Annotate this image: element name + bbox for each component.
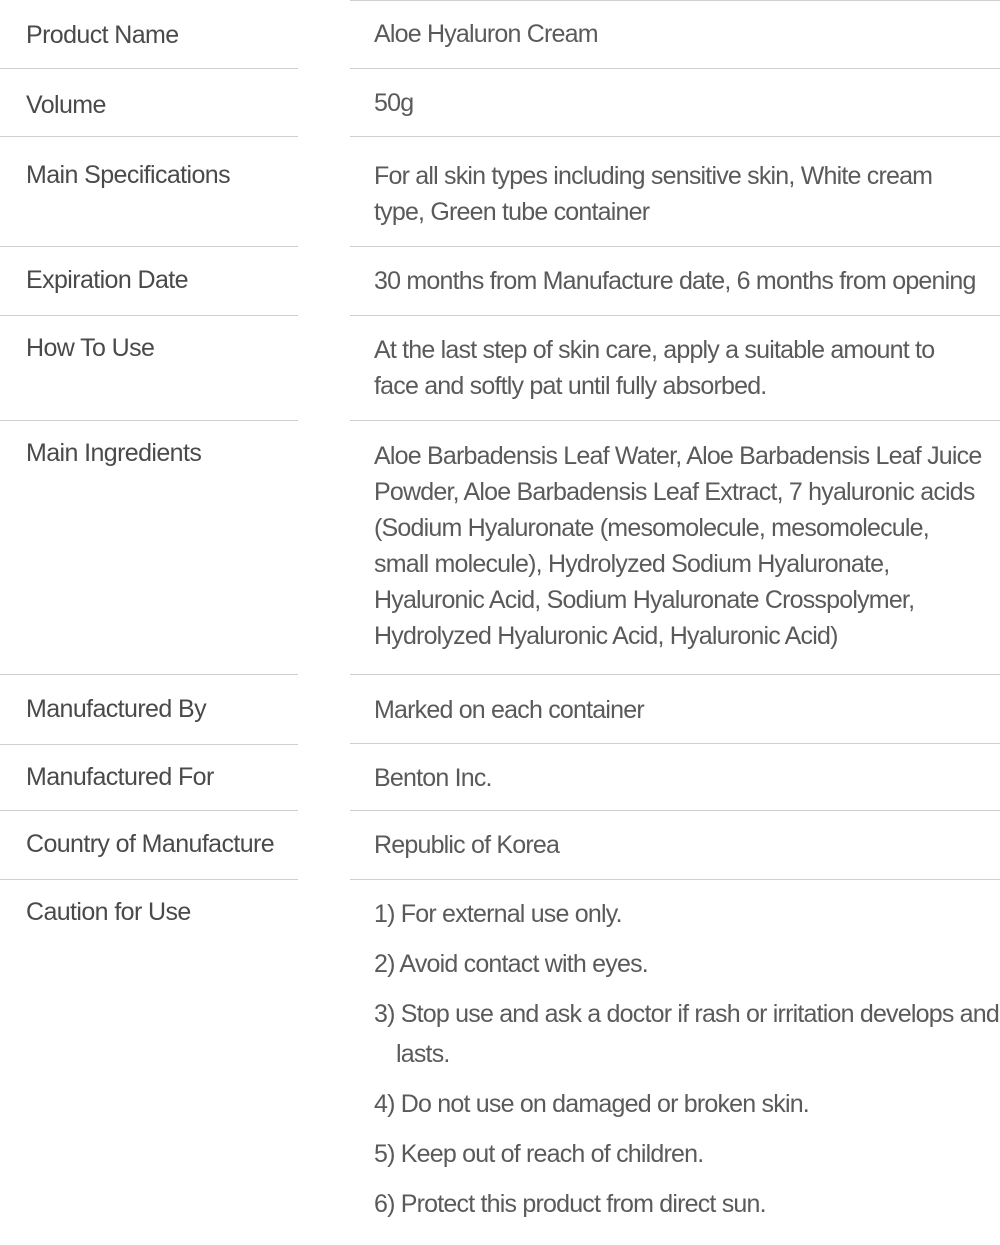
caution-item: 5) Keep out of reach of children.	[374, 1140, 704, 1168]
divider	[0, 246, 298, 247]
divider	[350, 879, 1000, 880]
caution-item: 1) For external use only.	[374, 900, 622, 928]
spec-label-how-to-use: How To Use	[26, 334, 155, 362]
divider	[0, 744, 298, 745]
spec-value-manufactured-by: Marked on each container	[374, 696, 644, 724]
divider	[0, 315, 298, 316]
spec-value-country-of-manufacture: Republic of Korea	[374, 831, 560, 859]
spec-label-manufactured-for: Manufactured For	[26, 763, 214, 791]
spec-value-expiration-date: 30 months from Manufacture date, 6 months from opening	[374, 267, 976, 295]
caution-item: 2) Avoid contact with eyes.	[374, 950, 648, 978]
spec-label-manufactured-by: Manufactured By	[26, 695, 206, 723]
spec-label-country-of-manufacture: Country of Manufacture	[26, 830, 275, 858]
divider	[350, 246, 1000, 247]
spec-value-product-name: Aloe Hyaluron Cream	[374, 20, 598, 48]
divider	[350, 136, 1000, 137]
spec-value-main-ingredients: Aloe Barbadensis Leaf Water, Aloe Barbadensis Leaf Juice Powder, Aloe Barbadensis Leaf Extract, 7 hyaluronic acids (Sodium Hyaluronate (mesomolecule, mesomolecule, small molecule), Hydrolyzed Sodium Hyaluronate, Hyaluronic Acid, Sodium Hyaluronate Crosspolymer, Hydrolyzed Hyaluronic Acid, Hyaluronic Acid)	[374, 442, 982, 650]
caution-item: 6) Protect this product from direct sun.	[374, 1190, 766, 1218]
divider	[350, 810, 1000, 811]
spec-label-volume: Volume	[26, 91, 106, 119]
divider	[0, 68, 298, 69]
spec-value-main-specifications: For all skin types including sensitive skin, White cream type, Green tube container	[374, 162, 933, 226]
spec-label-caution-for-use: Caution for Use	[26, 898, 191, 926]
spec-value-volume: 50g	[374, 89, 414, 117]
divider	[0, 810, 298, 811]
spec-label-main-ingredients: Main Ingredients	[26, 439, 202, 467]
divider	[0, 136, 298, 137]
spec-label-main-specifications: Main Specifications	[26, 161, 230, 189]
spec-value-how-to-use: At the last step of skin care, apply a suitable amount to face and softly pat until fully absorbed.	[374, 336, 935, 400]
caution-item: 3) Stop use and ask a doctor if rash or irritation develops and lasts.	[374, 1000, 999, 1068]
divider	[350, 674, 1000, 675]
divider	[350, 420, 1000, 421]
divider	[0, 420, 298, 421]
divider	[350, 0, 1000, 1]
divider	[0, 879, 298, 880]
caution-item: 4) Do not use on damaged or broken skin.	[374, 1090, 809, 1118]
divider	[350, 315, 1000, 316]
divider	[0, 674, 298, 675]
divider	[350, 743, 1000, 744]
spec-value-manufactured-for: Benton Inc.	[374, 764, 492, 792]
spec-label-expiration-date: Expiration Date	[26, 266, 188, 294]
divider	[350, 68, 1000, 69]
spec-label-product-name: Product Name	[26, 21, 179, 49]
